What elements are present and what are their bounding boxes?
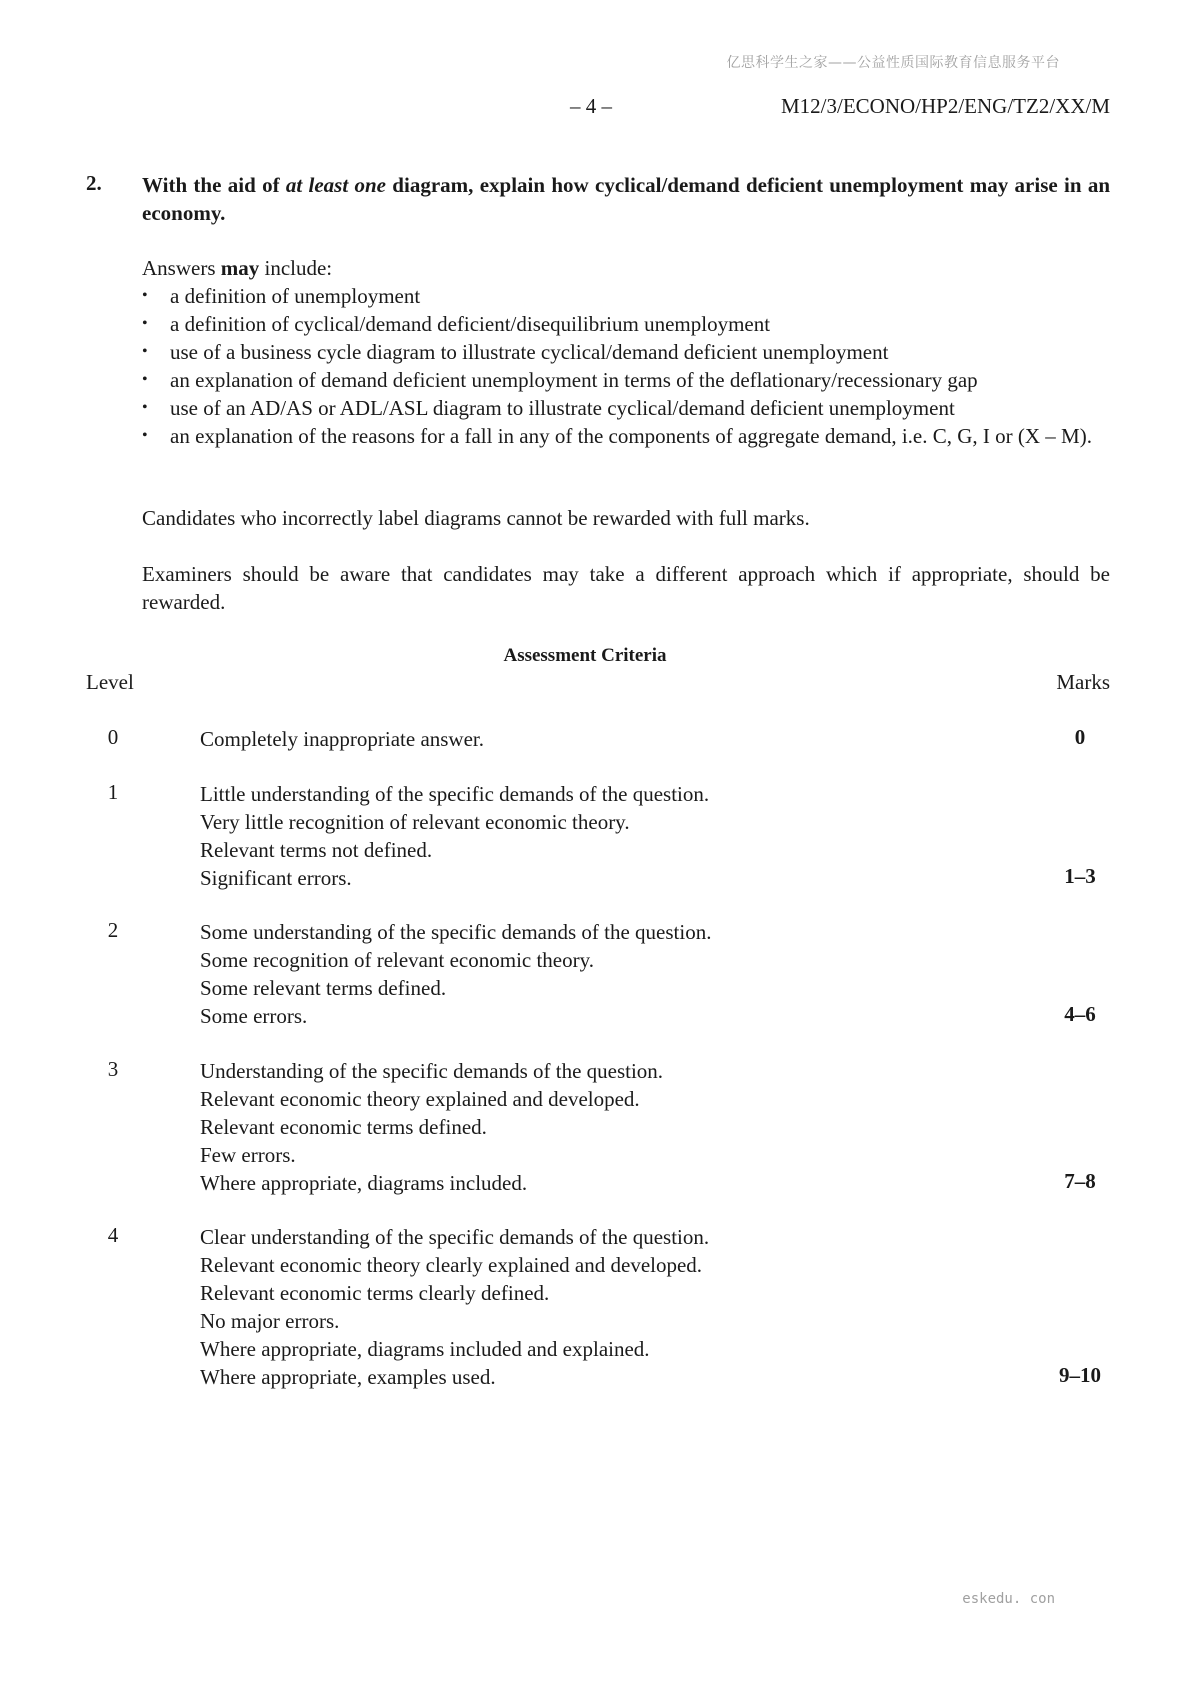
level-number: 2 bbox=[107, 918, 119, 942]
criterion-line: Where appropriate, diagrams included. bbox=[200, 1171, 528, 1195]
level-number: 3 bbox=[107, 1057, 119, 1081]
header-watermark: 亿思科学生之家——公益性质国际教育信息服务平台 bbox=[726, 55, 1060, 71]
list-item bbox=[142, 282, 1110, 310]
footer-watermark: eskedu. con bbox=[962, 1591, 1055, 1607]
level-description bbox=[200, 918, 940, 1030]
list-item bbox=[142, 366, 1110, 394]
criterion-line: Very little recognition of relevant economic theory. bbox=[200, 810, 630, 834]
question-text-emphasis: at least one bbox=[285, 173, 386, 197]
criterion-line: Some errors. bbox=[200, 1004, 308, 1028]
question-text-start: With the aid of bbox=[142, 173, 286, 197]
criterion-line: Where appropriate, examples used. bbox=[200, 1365, 496, 1389]
question-text bbox=[142, 171, 1110, 227]
bullet-icon: • bbox=[142, 427, 148, 444]
criterion-line: Where appropriate, diagrams included and explained. bbox=[200, 1337, 650, 1361]
criterion-line: Few errors. bbox=[200, 1143, 296, 1167]
level-marks: 7–8 bbox=[1064, 1169, 1096, 1193]
level-number: 4 bbox=[107, 1223, 119, 1247]
level-number: 1 bbox=[107, 780, 119, 804]
bullet-text: a definition of unemployment bbox=[170, 284, 421, 308]
level-marks: 1–3 bbox=[1064, 864, 1096, 888]
bullet-icon: • bbox=[142, 287, 148, 304]
answers-intro bbox=[142, 254, 332, 282]
question-text-end: diagram, explain how cyclical/demand deficient unemployment may arise in an economy. bbox=[142, 173, 1111, 225]
answers-intro-start: Answers bbox=[142, 256, 221, 280]
criterion-line: No major errors. bbox=[200, 1309, 340, 1333]
bullet-icon: • bbox=[142, 343, 148, 360]
list-item bbox=[142, 310, 1110, 338]
bullet-icon: • bbox=[142, 371, 148, 388]
bullet-text: an explanation of demand deficient unemployment in terms of the deflationary/recessionary gap bbox=[170, 368, 978, 392]
criterion-line: Relevant economic terms defined. bbox=[200, 1115, 487, 1139]
question-number: 2. bbox=[86, 171, 102, 195]
level-number: 0 bbox=[107, 725, 119, 749]
bullet-icon: • bbox=[142, 399, 148, 416]
criterion-line: Clear understanding of the specific demands of the question. bbox=[200, 1225, 710, 1249]
level-marks: 4–6 bbox=[1064, 1002, 1096, 1026]
bullet-text: a definition of cyclical/demand deficient/disequilibrium unemployment bbox=[170, 312, 771, 336]
answers-intro-end: include: bbox=[259, 256, 333, 280]
answer-bullet-list bbox=[142, 282, 1110, 450]
bullet-text: an explanation of the reasons for a fall in any of the components of aggregate demand, i.e. C, G, I or (X – M). bbox=[170, 424, 1092, 448]
level-description bbox=[200, 1223, 940, 1391]
level-column-header: Level bbox=[86, 670, 134, 694]
criterion-line: Some relevant terms defined. bbox=[200, 976, 447, 1000]
level-description bbox=[200, 1057, 940, 1197]
note-different-approach: Examiners should be aware that candidates may take a different approach which if appropriate, should be rewarded. bbox=[142, 562, 1110, 614]
criteria-title: Assessment Criteria bbox=[503, 645, 667, 666]
criterion-line: Completely inappropriate answer. bbox=[200, 727, 485, 751]
bullet-text: use of a business cycle diagram to illustrate cyclical/demand deficient unemployment bbox=[170, 340, 889, 364]
level-description bbox=[200, 780, 940, 892]
criterion-line: Some recognition of relevant economic theory. bbox=[200, 948, 595, 972]
document-code: M12/3/ECONO/HP2/ENG/TZ2/XX/M bbox=[780, 94, 1110, 118]
criterion-line: Relevant economic theory explained and developed. bbox=[200, 1087, 640, 1111]
criterion-line: Little understanding of the specific demands of the question. bbox=[200, 782, 710, 806]
note-diagram-labels: Candidates who incorrectly label diagrams cannot be rewarded with full marks. bbox=[142, 506, 810, 530]
list-item bbox=[142, 394, 1110, 422]
list-item bbox=[142, 422, 1110, 450]
criterion-line: Some understanding of the specific demands of the question. bbox=[200, 920, 712, 944]
criterion-line: Relevant terms not defined. bbox=[200, 838, 433, 862]
level-marks: 0 bbox=[1074, 725, 1086, 749]
marks-column-header: Marks bbox=[1056, 670, 1110, 694]
criterion-line: Relevant economic theory clearly explained and developed. bbox=[200, 1253, 703, 1277]
page-number: – 4 – bbox=[570, 94, 612, 118]
list-item bbox=[142, 338, 1110, 366]
level-marks: 9–10 bbox=[1059, 1363, 1101, 1387]
bullet-icon: • bbox=[142, 315, 148, 332]
answers-intro-bold: may bbox=[220, 256, 260, 280]
criterion-line: Understanding of the specific demands of the question. bbox=[200, 1059, 664, 1083]
criterion-line: Significant errors. bbox=[200, 866, 352, 890]
level-description bbox=[200, 725, 940, 753]
bullet-text: use of an AD/AS or ADL/ASL diagram to illustrate cyclical/demand deficient unemployment bbox=[170, 396, 955, 420]
criterion-line: Relevant economic terms clearly defined. bbox=[200, 1281, 550, 1305]
